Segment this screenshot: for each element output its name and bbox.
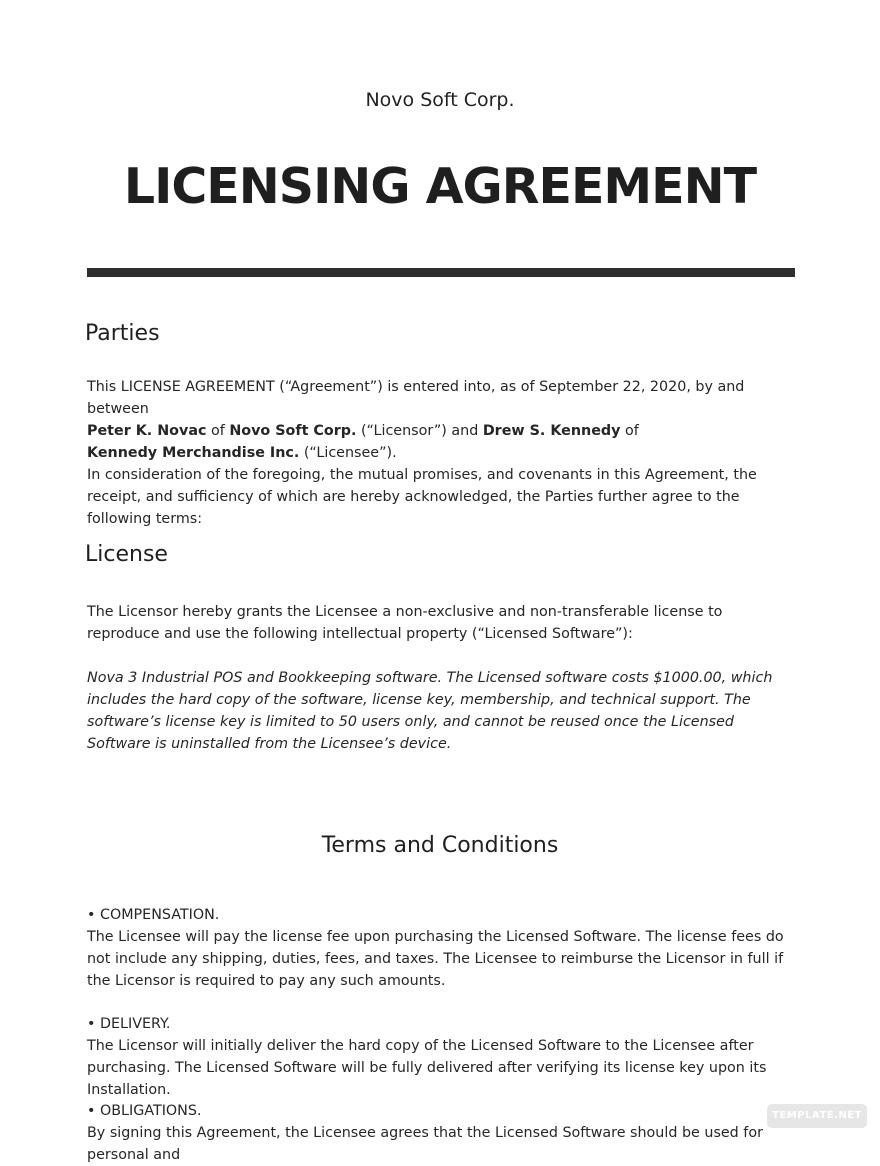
term-item-title: • DELIVERY. [87, 1016, 171, 1032]
license-heading: License [85, 542, 168, 567]
of-text-2: of [620, 423, 639, 439]
term-item-obligations [87, 1100, 799, 1163]
parties-paragraph-1 [87, 376, 807, 464]
licensee-role: (“Licensee”). [299, 445, 397, 461]
parties-paragraph-2: In consideration of the foregoing, the mutual promises, and covenants in this Agreement, the receipt, and sufficiency of which are hereby acknowledged, the Parties further agree to the following terms: [87, 467, 757, 527]
parties-intro-text: This LICENSE AGREEMENT (“Agreement”) is entered into, as of September 22, 2020, by and between [87, 379, 745, 417]
licensor-role: (“Licensor”) and [356, 423, 483, 439]
document-title: LICENSING AGREEMENT [123, 158, 757, 215]
company-name: Novo Soft Corp. [365, 89, 515, 111]
term-item-compensation [87, 904, 799, 992]
of-text-1: of [206, 423, 230, 439]
licensor-name: Peter K. Novac [87, 423, 207, 439]
license-software-description: Nova 3 Industrial POS and Bookkeeping software. The Licensed software costs $1000.00, which includes the hard copy of the software, license key, membership, and technical support. The software’s license key is limited to 50 users only, and cannot be reused once the Licensed Software is uninstalled from the Licensee’s device. [87, 670, 773, 752]
license-paragraph-1: The Licensor hereby grants the Licensee a non-exclusive and non-transferable license to reproduce and use the following intellectual property (“Licensed Software”): [87, 604, 723, 642]
term-item-delivery [87, 1013, 787, 1101]
licensee-name: Drew S. Kennedy [482, 423, 621, 439]
parties-heading: Parties [85, 321, 160, 346]
licensee-company: Kennedy Merchandise Inc. [87, 445, 300, 461]
term-item-title: • COMPENSATION. [87, 907, 220, 923]
template-watermark: TEMPLATE.NET [767, 1104, 867, 1128]
terms-heading: Terms and Conditions [321, 833, 559, 858]
title-divider [87, 268, 795, 277]
term-item-title: • OBLIGATIONS. [87, 1103, 202, 1119]
term-item-body: The Licensee will pay the license fee upon purchasing the Licensed Software. The license fees do not include any shipping, duties, fees, and taxes. The Licensee to reimburse the Licensor in full if the Licensor is required to pay any such amounts. [87, 929, 784, 989]
licensor-company: Novo Soft Corp. [229, 423, 357, 439]
term-item-body: The Licensor will initially deliver the hard copy of the Licensed Software to the Licensee after purchasing. The Licensed Software will be fully delivered after verifying its license key upon its Installation. [87, 1038, 767, 1098]
term-item-body: By signing this Agreement, the Licensee agrees that the Licensed Software should be used for personal and [87, 1125, 763, 1163]
